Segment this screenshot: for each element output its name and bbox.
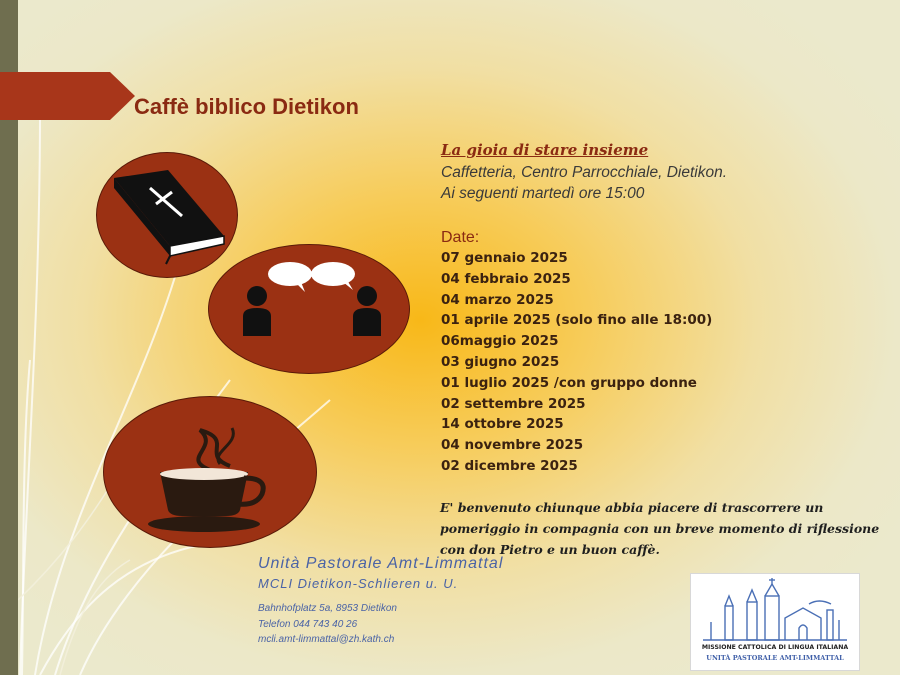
contact-phone: Telefon 044 743 40 26 [258,619,358,630]
unit-subtitle: MCLI Dietikon-Schlieren u. U. [258,576,459,591]
title-arrow-shape [0,72,135,120]
contact-address: Bahnhofplatz 5a, 8953 Dietikon [258,603,397,614]
date-item: 02 settembre 2025 [441,395,586,412]
date-item: 04 novembre 2025 [441,437,584,454]
coffee-cup-icon [140,420,280,535]
date-item: 03 giugno 2025 [441,353,560,370]
event-location: Caffetteria, Centro Parrocchiale, Dietikon. [441,164,728,181]
logo-text-unit: UNITÀ PASTORALE AMT-LIMMATTAL [706,654,844,662]
date-item: 01 luglio 2025 /con gruppo donne [441,374,697,391]
bible-icon [108,166,228,266]
church-logo-icon [691,574,859,644]
dates-label: Date: [441,229,480,246]
dates-list [441,248,712,477]
date-item: 01 aprile 2025 (solo fino alle 18:00) [441,312,713,329]
unit-name: Unità Pastorale Amt-Limmattal [258,555,504,572]
date-item: 02 dicembre 2025 [441,457,578,474]
date-item: 14 ottobre 2025 [441,416,564,433]
mission-logo [690,573,860,671]
event-subtitle: La gioia di stare insieme [441,141,649,159]
event-schedule: Ai seguenti martedì ore 15:00 [441,185,645,202]
date-item: 04 febbraio 2025 [441,270,571,287]
contact-email: mcli.amt-limmattal@zh.kath.ch [258,634,395,645]
welcome-text: E' benvenuto chiunque abbia piacere di trascorrere un pomeriggio in compagnia con un breve momento di riflessione con don Pietro e un buon caffè. [440,500,880,557]
date-item: 06maggio 2025 [441,333,559,350]
page-title: Caffè biblico Dietikon [134,94,359,119]
date-item: 07 gennaio 2025 [441,250,568,266]
conversation-icon [235,258,385,348]
logo-text-mission: MISSIONE CATTOLICA DI LINGUA ITALIANA [701,644,849,651]
date-item: 04 marzo 2025 [441,291,554,308]
